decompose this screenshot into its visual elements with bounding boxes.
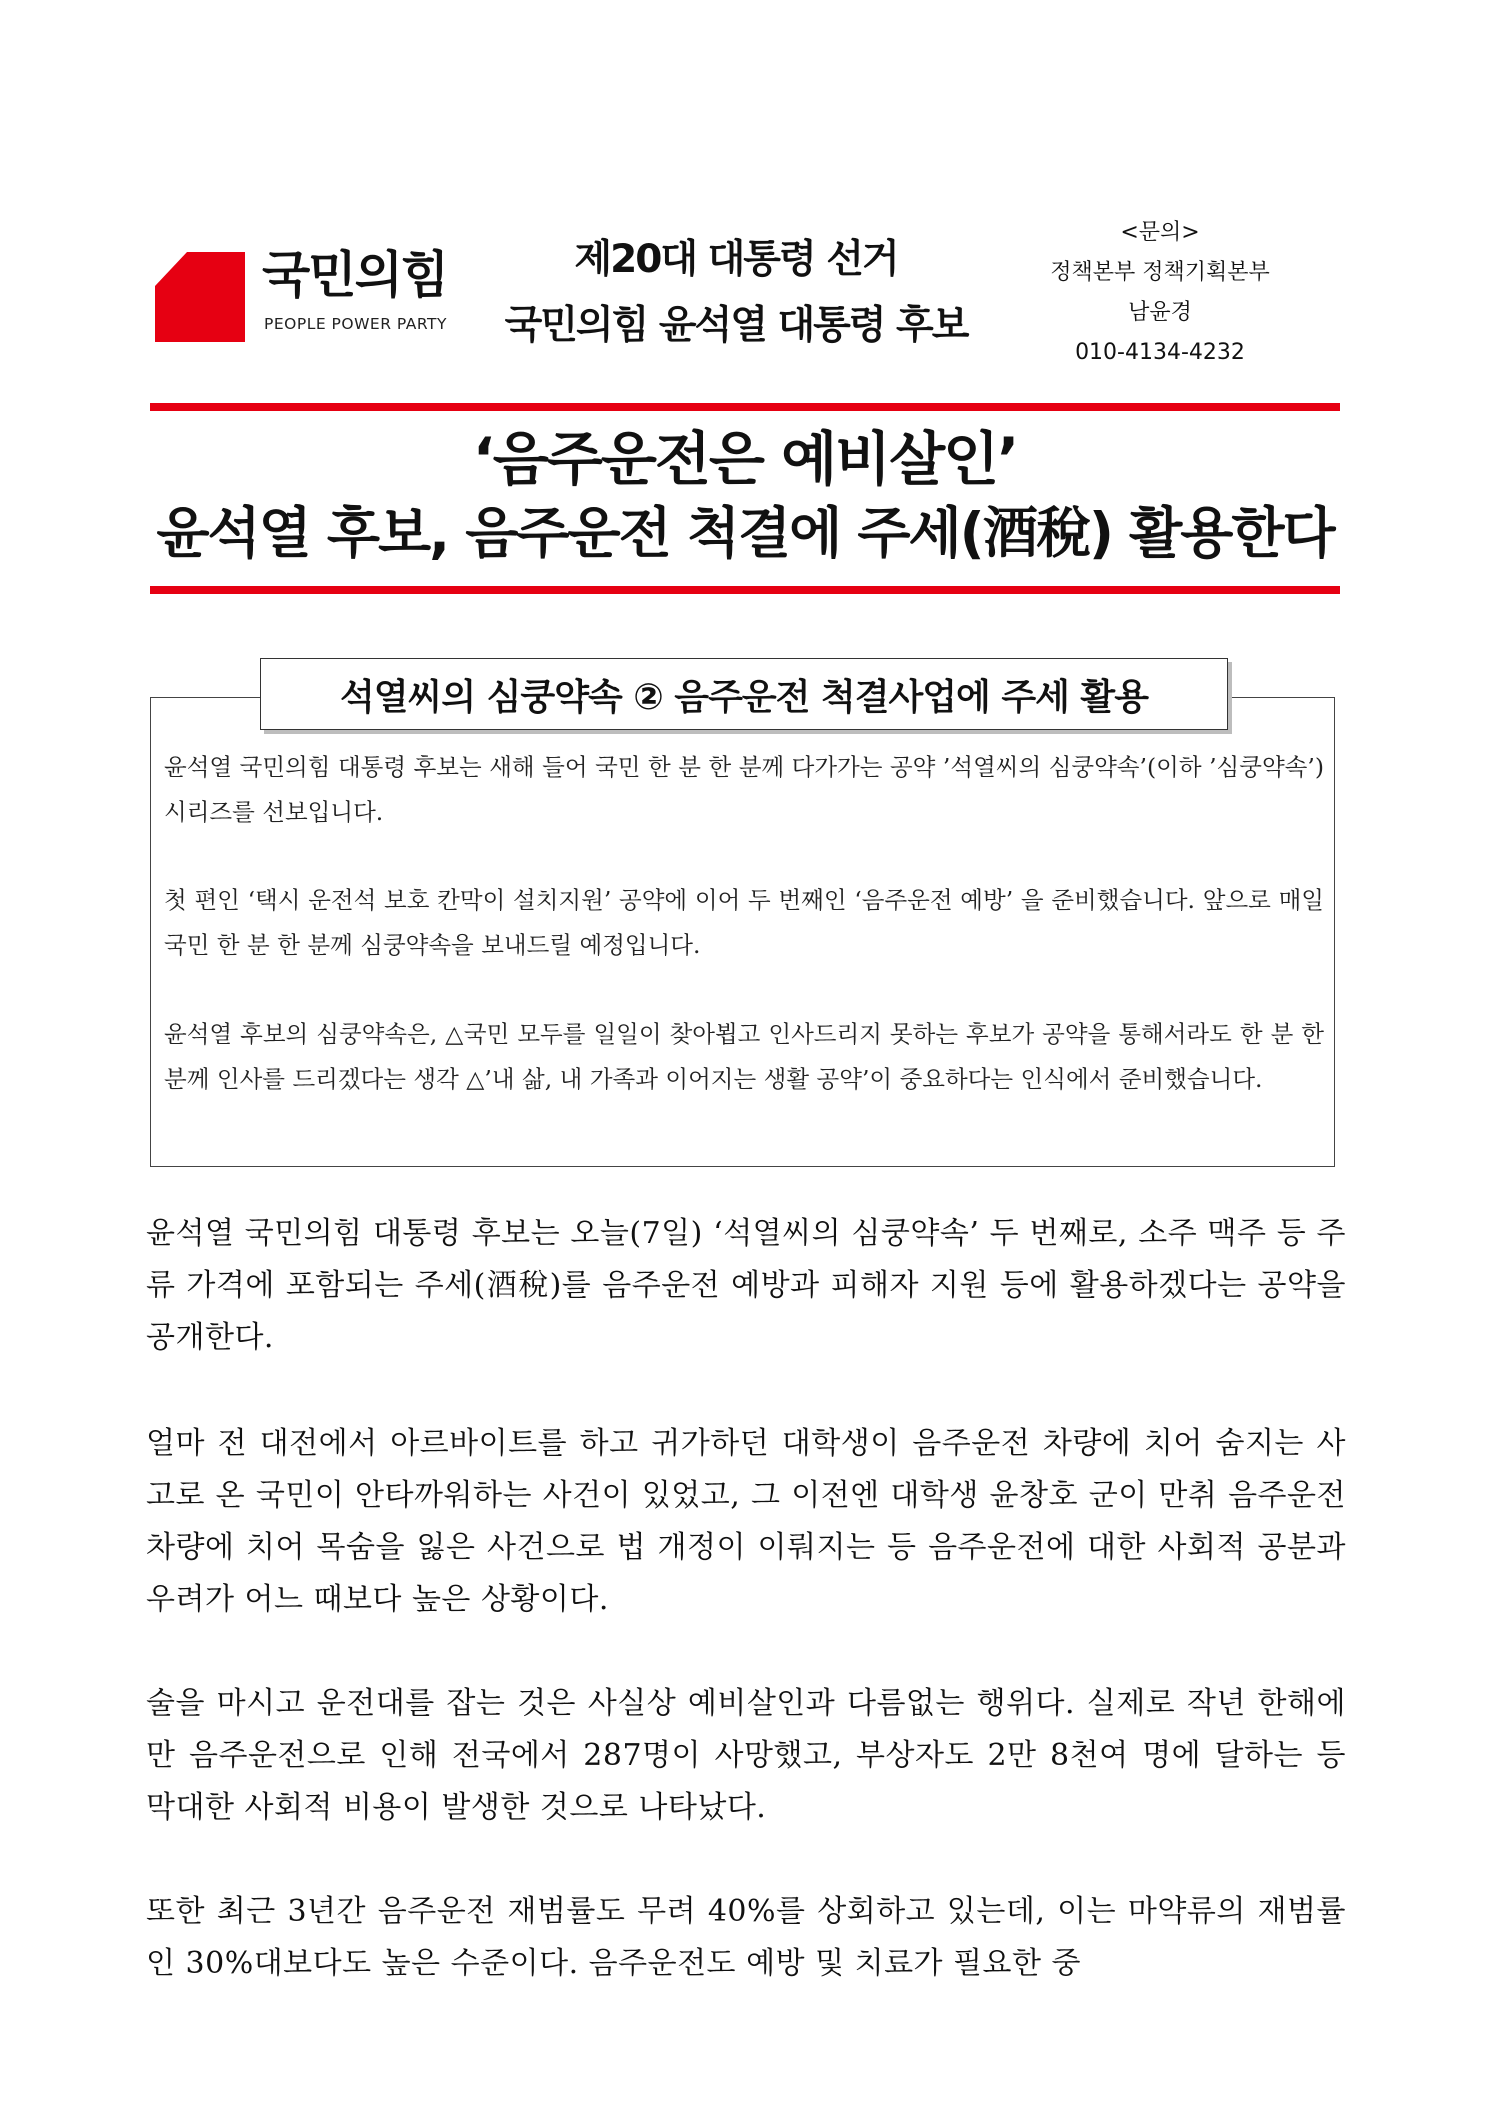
contact-phone: 010-4134-4232 — [1075, 340, 1245, 365]
headline-line-2: 윤석열 후보, 음주운전 척결에 주세(酒稅) 활용한다 — [156, 501, 1334, 565]
contact-department: 정책본부 정책기획본부 — [1050, 260, 1270, 285]
party-logo-english: PEOPLE POWER PARTY — [264, 315, 447, 333]
info-box-paragraph: 윤석열 후보의 심쿵약속은, △국민 모두를 일일이 찾아뵙고 인사드리지 못하는 후보가 공약을 통해서라도 한 분 한 분께 인사를 드리겠다는 생각 △’내 삶, 내 가족과 이어지는 생활 공약’이 중요하다는 인식에서 준비했습니다. — [164, 1020, 1324, 1093]
contact-label: <문의> — [1120, 220, 1200, 245]
election-title: 제20대 대통령 선거 — [574, 237, 898, 282]
body-paragraph: 또한 최근 3년간 음주운전 재범률도 무려 40%를 상회하고 있는데, 이는 마약류의 재범률인 30%대보다도 높은 수준이다. 음주운전도 예방 및 치료가 필요한 중 — [146, 1894, 1346, 1981]
body-paragraph: 술을 마시고 운전대를 잡는 것은 사실상 예비살인과 다름없는 행위다. 실제로 작년 한해에만 음주운전으로 인해 전국에서 287명이 사망했고, 부상자도 2만 8천여 명에 달하는 등 막대한 사회적 비용이 발생한 것으로 나타났다. — [146, 1686, 1346, 1825]
headline-rule-bottom — [150, 586, 1340, 594]
body-paragraph: 윤석열 국민의힘 대통령 후보는 오늘(7일) ‘석열씨의 심쿵약속’ 두 번째로, 소주 맥주 등 주류 가격에 포함되는 주세(酒稅)를 음주운전 예방과 피해자 지원 등에 활용하겠다는 공약을 공개한다. — [146, 1216, 1346, 1355]
info-box-paragraph: 첫 편인 ‘택시 운전석 보호 칸막이 설치지원’ 공약에 이어 두 번째인 ‘음주운전 예방’ 을 준비했습니다. 앞으로 매일 국민 한 분 한 분께 심쿵약속을 보내드릴 예정입니다. — [164, 886, 1324, 959]
body-paragraph: 얼마 전 대전에서 아르바이트를 하고 귀가하던 대학생이 음주운전 차량에 치어 숨지는 사고로 온 국민이 안타까워하는 사건이 있었고, 그 이전엔 대학생 윤창호 군이 만취 음주운전 차량에 치어 목숨을 잃은 사건으로 법 개정이 이뤄지는 등 음주운전에 대한 사회적 공분과 우려가 어느 때보다 높은 상황이다. — [146, 1426, 1346, 1617]
contact-name: 남윤경 — [1128, 300, 1192, 325]
party-logo-mark — [155, 252, 245, 342]
info-box-title: 석열씨의 심쿵약속 ② 음주운전 척결사업에 주세 활용 — [260, 658, 1228, 730]
info-box-paragraph: 윤석열 국민의힘 대통령 후보는 새해 들어 국민 한 분 한 분께 다가가는 공약 ’석열씨의 심쿵약속’(이하 ’심쿵약속’) 시리즈를 선보입니다. — [164, 753, 1324, 826]
headline-line-1: ‘음주운전은 예비살인’ — [472, 425, 1018, 493]
headline-rule-top — [150, 403, 1340, 411]
candidate-title: 국민의힘 윤석열 대통령 후보 — [504, 303, 968, 348]
party-logo-name: 국민의힘 — [262, 246, 448, 304]
